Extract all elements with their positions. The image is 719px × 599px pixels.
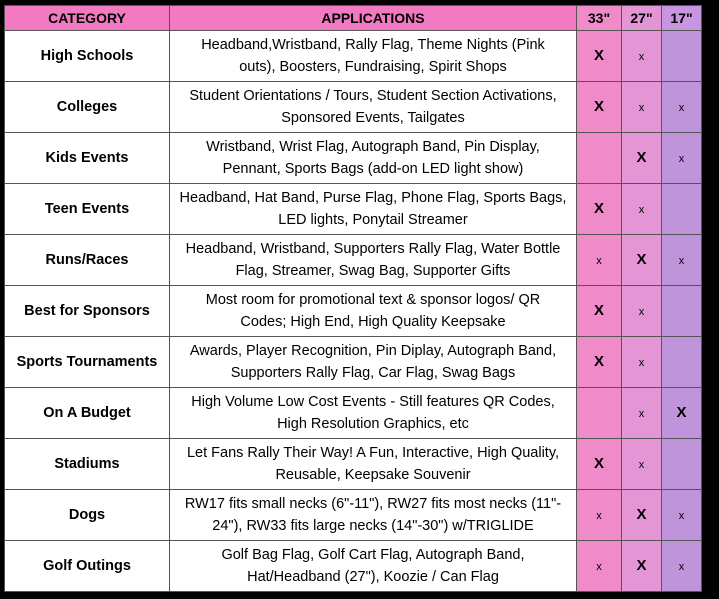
size-17-mark-cell — [662, 337, 702, 388]
table-row — [5, 490, 702, 541]
table-row — [5, 133, 702, 184]
category-cell: Kids Events — [5, 133, 170, 184]
applications-line: Flag, Streamer, Swag Bag, Supporter Gifts — [235, 263, 511, 279]
table-row — [5, 235, 702, 286]
size-27-mark: x — [638, 51, 645, 63]
size-17-mark-cell — [662, 31, 702, 82]
size-17-mark-cell — [662, 235, 702, 286]
header-size-17: 17" — [662, 6, 702, 31]
size-27-mark-cell — [622, 439, 662, 490]
size-27-mark-cell — [622, 235, 662, 286]
applications-line: Pennant, Sports Bags (add-on LED light show) — [222, 161, 524, 177]
size-27-mark: x — [638, 102, 645, 114]
table-body — [5, 31, 702, 592]
size-33-mark: X — [593, 47, 604, 64]
category-cell: Golf Outings — [5, 541, 170, 592]
applications-cell — [170, 82, 577, 133]
applications-line: Headband, Wristband, Supporters Rally Flag, Water Bottle — [185, 241, 561, 257]
size-27-mark-cell — [622, 31, 662, 82]
applications-line: High Volume Low Cost Events - Still features QR Codes, — [191, 394, 555, 410]
applications-line: Headband, Hat Band, Purse Flag, Phone Flag, Sports Bags, — [179, 190, 567, 206]
applications-line: Headband,Wristband, Rally Flag, Theme Nights (Pink — [201, 37, 545, 53]
size-27-mark-cell — [622, 184, 662, 235]
size-17-mark-cell — [662, 82, 702, 133]
applications-line: High Resolution Graphics, etc — [277, 416, 469, 432]
size-33-mark-cell — [577, 133, 622, 184]
size-33-mark: X — [593, 200, 604, 217]
applications-cell — [170, 31, 577, 82]
category-cell: Best for Sponsors — [5, 286, 170, 337]
size-33-mark-cell — [577, 388, 622, 439]
size-33-mark-cell — [577, 82, 622, 133]
applications-cell — [170, 235, 577, 286]
category-cell: Teen Events — [5, 184, 170, 235]
size-17-mark-cell — [662, 286, 702, 337]
table-row — [5, 337, 702, 388]
size-33-mark-cell — [577, 490, 622, 541]
size-27-mark: x — [638, 408, 645, 420]
category-cell: Colleges — [5, 82, 170, 133]
size-27-mark: X — [636, 506, 647, 523]
size-27-mark-cell — [622, 388, 662, 439]
table-row — [5, 286, 702, 337]
header-row — [5, 6, 702, 31]
size-27-mark: x — [638, 306, 645, 318]
size-33-mark-cell — [577, 31, 622, 82]
applications-cell — [170, 337, 577, 388]
applications-line: Codes; High End, High Quality Keepsake — [240, 314, 506, 330]
table-row — [5, 541, 702, 592]
size-33-mark: X — [593, 98, 604, 115]
size-17-mark-cell — [662, 184, 702, 235]
size-27-mark: x — [638, 357, 645, 369]
applications-line: Let Fans Rally Their Way! A Fun, Interactive, High Quality, — [186, 445, 560, 461]
applications-cell — [170, 184, 577, 235]
size-27-mark-cell — [622, 286, 662, 337]
header-size-27: 27" — [622, 6, 662, 31]
size-33-mark-cell — [577, 439, 622, 490]
applications-line: Golf Bag Flag, Golf Cart Flag, Autograph Band, — [221, 547, 525, 563]
size-17-mark-cell — [662, 388, 702, 439]
size-17-mark: x — [678, 561, 685, 573]
table-row — [5, 82, 702, 133]
size-27-mark: x — [638, 204, 645, 216]
category-cell: Runs/Races — [5, 235, 170, 286]
size-33-mark: X — [593, 455, 604, 472]
applications-line: Awards, Player Recognition, Pin Diplay, Autograph Band, — [189, 343, 557, 359]
size-17-mark-cell — [662, 541, 702, 592]
size-27-mark: X — [636, 557, 647, 574]
size-17-mark-cell — [662, 439, 702, 490]
applications-line: Most room for promotional text & sponsor logos/ QR — [205, 292, 541, 308]
applications-line: RW17 fits small necks (6"-11"), RW27 fits most necks (11"- — [184, 496, 562, 512]
size-27-mark-cell — [622, 133, 662, 184]
size-27-mark-cell — [622, 337, 662, 388]
size-33-mark: X — [593, 302, 604, 319]
table-row — [5, 184, 702, 235]
applications-cell — [170, 490, 577, 541]
category-cell: Dogs — [5, 490, 170, 541]
applications-line: Wristband, Wrist Flag, Autograph Band, Pin Display, — [206, 139, 540, 155]
size-27-mark-cell — [622, 82, 662, 133]
size-27-mark: x — [638, 459, 645, 471]
size-17-mark-cell — [662, 490, 702, 541]
size-33-mark: x — [596, 561, 602, 573]
header-applications: APPLICATIONS — [170, 6, 577, 31]
applications-line: Reusable, Keepsake Souvenir — [275, 467, 471, 483]
applications-line: 24"), RW33 fits large necks (14"-30") w/TRIGLIDE — [212, 518, 534, 534]
size-17-mark: x — [678, 102, 685, 114]
applications-line: Student Orientations / Tours, Student Section Activations, — [189, 88, 557, 104]
applications-line: Sponsored Events, Tailgates — [281, 110, 465, 126]
size-27-mark: X — [636, 251, 647, 268]
applications-cell — [170, 541, 577, 592]
category-cell: Sports Tournaments — [5, 337, 170, 388]
applications-line: Hat/Headband (27"), Koozie / Can Flag — [247, 569, 499, 585]
table-row — [5, 439, 702, 490]
applications-cell — [170, 388, 577, 439]
applications-cell — [170, 439, 577, 490]
header-category: CATEGORY — [5, 6, 170, 31]
size-17-mark-cell — [662, 133, 702, 184]
applications-cell — [170, 286, 577, 337]
size-33-mark-cell — [577, 337, 622, 388]
size-17-mark: x — [678, 153, 685, 165]
size-33-mark-cell — [577, 286, 622, 337]
size-17-mark: x — [678, 510, 685, 522]
category-cell: Stadiums — [5, 439, 170, 490]
size-17-mark: X — [676, 404, 687, 421]
product-applications-table — [4, 5, 702, 592]
category-cell: On A Budget — [5, 388, 170, 439]
size-17-mark: x — [678, 255, 685, 267]
size-27-mark-cell — [622, 490, 662, 541]
size-27-mark: X — [636, 149, 647, 166]
applications-line: LED lights, Ponytail Streamer — [278, 212, 468, 228]
category-cell: High Schools — [5, 31, 170, 82]
table-row — [5, 388, 702, 439]
applications-cell — [170, 133, 577, 184]
size-33-mark-cell — [577, 235, 622, 286]
size-33-mark-cell — [577, 541, 622, 592]
applications-line: outs), Boosters, Fundraising, Spirit Shops — [239, 59, 507, 75]
size-33-mark: x — [596, 255, 602, 267]
size-33-mark-cell — [577, 184, 622, 235]
table-row — [5, 31, 702, 82]
size-33-mark: x — [596, 510, 602, 522]
header-size-33: 33" — [577, 6, 622, 31]
size-27-mark-cell — [622, 541, 662, 592]
applications-line: Supporters Rally Flag, Car Flag, Swag Bags — [230, 365, 516, 381]
size-33-mark: X — [593, 353, 604, 370]
